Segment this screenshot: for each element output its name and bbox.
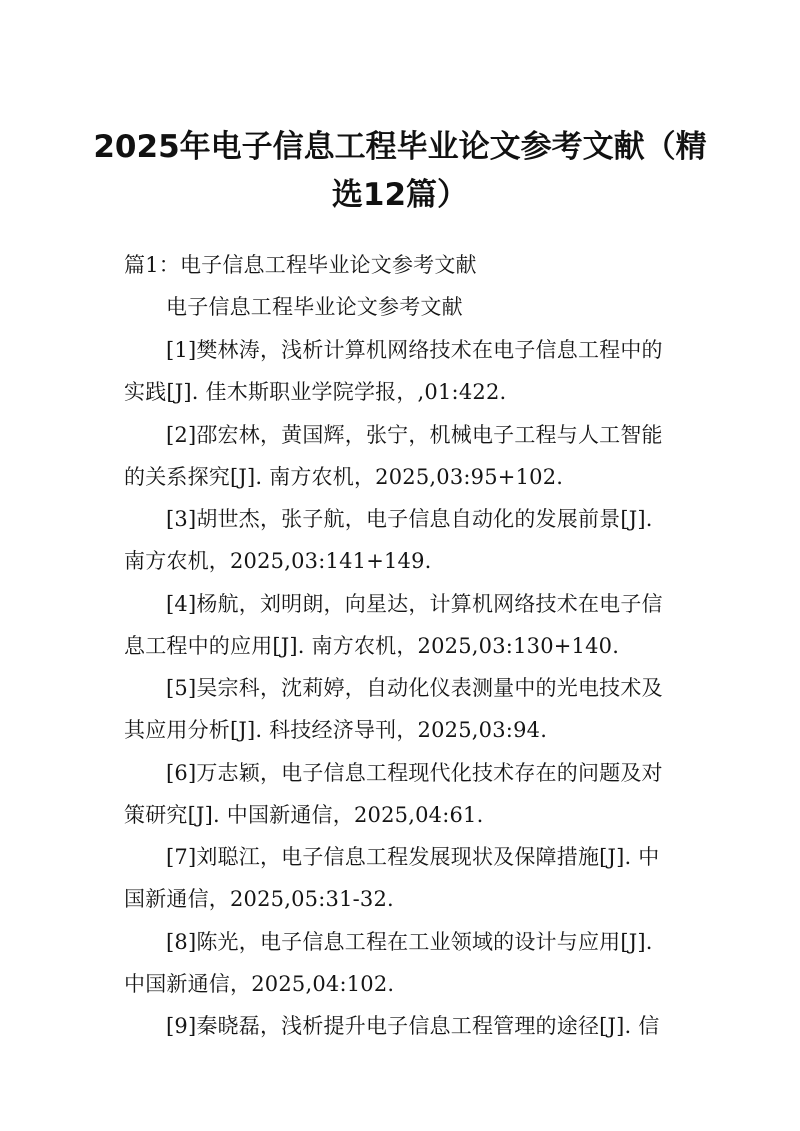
- reference-9-line-1: [9]秦晓磊，浅析提升电子信息工程管理的途径[J]. 信: [166, 1014, 660, 1038]
- subheading: 电子信息工程毕业论文参考文献: [166, 295, 463, 319]
- reference-5-line-2: 其应用分析[J]. 科技经济导刊，2025,03:94.: [124, 718, 548, 742]
- reference-8-line-2: 中国新通信，2025,04:102.: [124, 972, 395, 996]
- reference-6-line-1: [6]万志颖，电子信息工程现代化技术存在的问题及对: [166, 761, 663, 785]
- reference-2-line-2: 的关系探究[J]. 南方农机，2025,03:95+102.: [124, 465, 564, 489]
- reference-7-line-1: [7]刘聪江，电子信息工程发展现状及保障措施[J]. 中: [166, 845, 660, 869]
- reference-1-line-2: 实践[J]. 佳木斯职业学院学报，,01:422.: [124, 380, 507, 404]
- reference-2-line-1: [2]邵宏林，黄国辉，张宁，机械电子工程与人工智能: [166, 423, 663, 447]
- reference-4-line-2: 息工程中的应用[J]. 南方农机，2025,03:130+140.: [124, 634, 620, 658]
- reference-3-line-2: 南方农机，2025,03:141+149.: [124, 549, 432, 573]
- document-title-line-2: 选12篇）: [331, 177, 469, 213]
- reference-5-line-1: [5]吴宗科，沈莉婷，自动化仪表测量中的光电技术及: [166, 676, 663, 700]
- reference-4-line-1: [4]杨航，刘明朗，向星达，计算机网络技术在电子信: [166, 592, 663, 616]
- document-title-line-1: 2025年电子信息工程毕业论文参考文献（精: [93, 129, 707, 165]
- reference-7-line-2: 国新通信，2025,05:31-32.: [124, 887, 394, 911]
- reference-6-line-2: 策研究[J]. 中国新通信，2025,04:61.: [124, 803, 484, 827]
- reference-3-line-1: [3]胡世杰，张子航，电子信息自动化的发展前景[J].: [166, 507, 653, 531]
- reference-8-line-1: [8]陈光，电子信息工程在工业领域的设计与应用[J].: [166, 930, 653, 954]
- reference-1-line-1: [1]樊林涛，浅析计算机网络技术在电子信息工程中的: [166, 338, 663, 362]
- section-heading: 篇1：电子信息工程毕业论文参考文献: [124, 253, 477, 277]
